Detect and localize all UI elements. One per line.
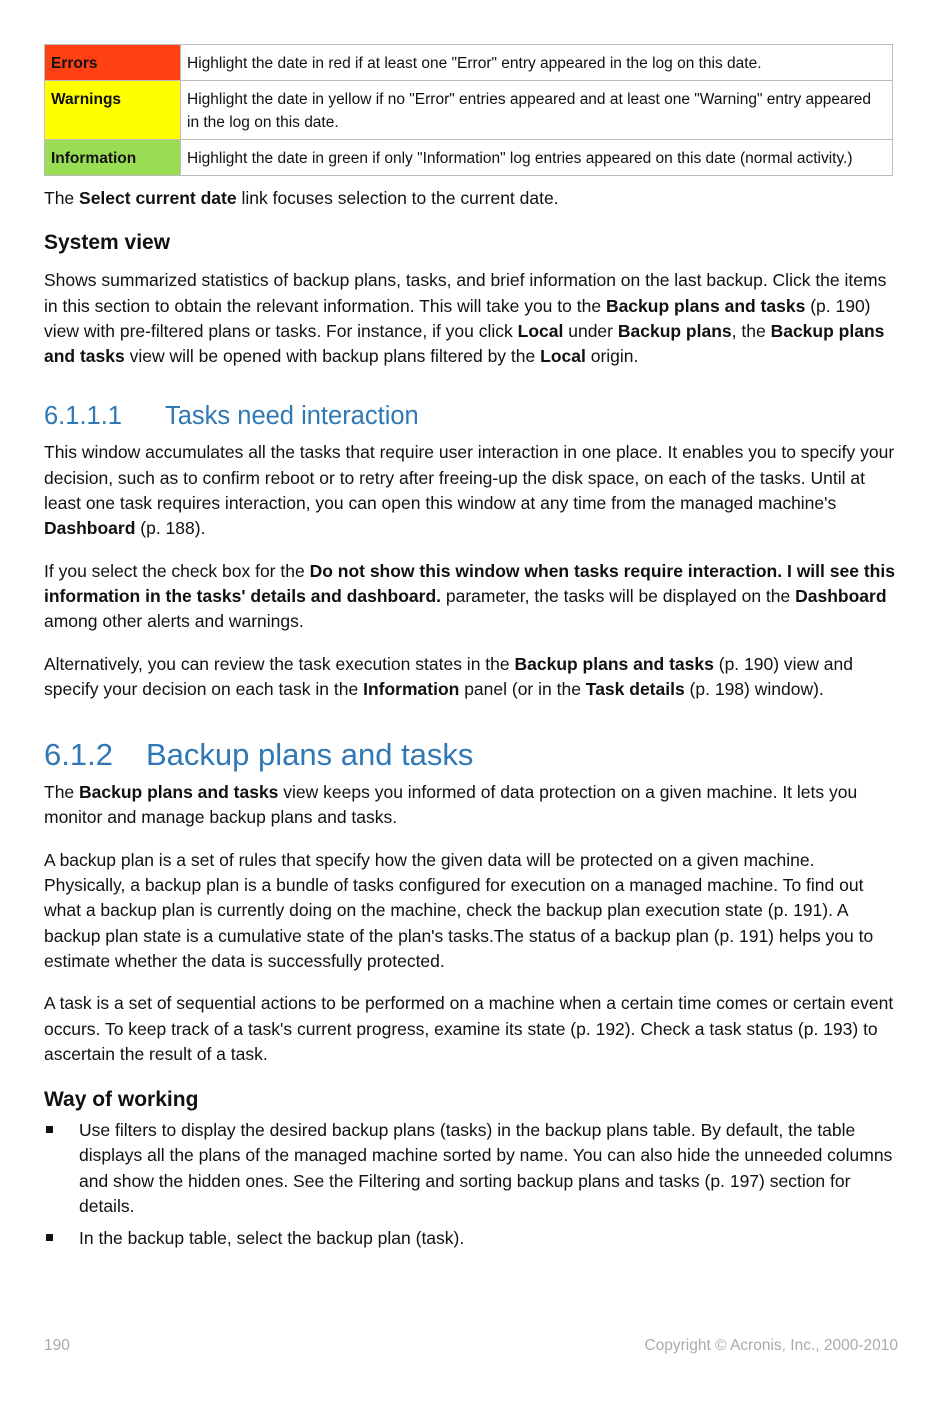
system-view-paragraph: Shows summarized statistics of backup plans, tasks, and brief information on the last backup. Click the items in this section to obtain the relevant information. This will take you to the Backup plans and tasks (p. 190) view with pre-filtered plans or tasks. For instance, if you click Local under Backup plans, the Backup plans and tasks view will be opened with backup plans filtered by the Local origin. bbox=[44, 270, 887, 367]
legend-desc-errors: Highlight the date in red if at least one "Error" entry appeared in the log on this date. bbox=[181, 45, 893, 81]
list-item: Use filters to display the desired backup plans (tasks) in the backup plans table. By default, the table displays all the plans of the managed machine sorted by name. You can also hide the unneeded columns and show the hidden ones. See the Filtering and sorting backup plans and tasks (p. 197) section for details. bbox=[44, 1118, 898, 1219]
legend-desc-warnings: Highlight the date in yellow if no "Error" entries appeared and at least one "Warning" entry appeared in the log on this date. bbox=[181, 81, 893, 140]
log-color-legend-table bbox=[44, 44, 893, 176]
backup-plans-and-tasks-heading bbox=[44, 735, 898, 775]
backup-plans-paragraph-1: The Backup plans and tasks view keeps you informed of data protection on a given machine. It lets you monitor and manage backup plans and tasks. bbox=[44, 782, 858, 828]
legend-key-errors: Errors bbox=[45, 45, 181, 81]
document-page bbox=[44, 44, 898, 1252]
legend-key-warnings: Warnings bbox=[45, 81, 181, 140]
legend-row-warnings bbox=[45, 81, 893, 140]
list-item: In the backup table, select the backup plan (task). bbox=[44, 1226, 898, 1251]
select-current-date-paragraph: The Select current date link focuses selection to the current date. bbox=[44, 188, 559, 208]
tasks-need-interaction-heading bbox=[44, 399, 898, 433]
system-view-heading: System view bbox=[44, 231, 171, 255]
page-footer bbox=[44, 1337, 898, 1355]
way-of-working-heading: Way of working bbox=[44, 1088, 199, 1112]
page-number: 190 bbox=[44, 1337, 70, 1354]
section-number: 6.1.1.1 bbox=[44, 402, 122, 431]
tasks-interaction-paragraph-2: If you select the check box for the Do not show this window when tasks require interaction. I will see this information in the tasks' details and dashboard. parameter, the tasks will be displayed on the Dashboard among other alerts and warnings. bbox=[44, 560, 895, 632]
legend-row-errors bbox=[45, 45, 893, 81]
backup-plans-paragraph-3: A task is a set of sequential actions to be performed on a machine when a certain time comes or certain event occurs. To keep track of a task's current progress, examine its state (p. 192). Check a task status (p. 193) to ascertain the result of a task. bbox=[44, 993, 894, 1064]
tasks-interaction-paragraph-3: Alternatively, you can review the task execution states in the Backup plans and tasks (p. 190) view and specify your decision on each task in the Information panel (or in the Task details (p. 198) window). bbox=[44, 653, 853, 699]
way-of-working-list bbox=[44, 1118, 898, 1251]
section-title: Backup plans and tasks bbox=[146, 737, 474, 773]
copyright-notice: Copyright © Acronis, Inc., 2000-2010 bbox=[644, 1337, 898, 1354]
section-title: Tasks need interaction bbox=[165, 402, 419, 431]
section-number: 6.1.2 bbox=[44, 737, 113, 773]
bullet-square-icon bbox=[46, 1126, 53, 1133]
tasks-interaction-paragraph-1: This window accumulates all the tasks that require user interaction in one place. It enables you to specify your decision, such as to confirm reboot or to retry after freeing-up the disk space, on each of the tasks. Until at least one task requires interaction, you can open this window at any time from the managed machine's Dashboard (p. 188). bbox=[44, 442, 895, 539]
legend-desc-information: Highlight the date in green if only "Information" log entries appeared on this date (normal activity.) bbox=[181, 140, 893, 176]
select-current-date-link-name: Select current date bbox=[79, 188, 237, 208]
backup-plans-paragraph-2: A backup plan is a set of rules that specify how the given data will be protected on a given machine. Physically, a backup plan is a bundle of tasks configured for execution on a managed machine. To find out what a backup plan is currently doing on the machine, check the backup plan execution state (p. 191). A backup plan state is a cumulative state of the plan's tasks.The status of a backup plan (p. 191) helps you to estimate whether the data is successfully protected. bbox=[44, 849, 874, 971]
bullet-square-icon bbox=[46, 1234, 53, 1241]
legend-key-information: Information bbox=[45, 140, 181, 176]
legend-row-information bbox=[45, 140, 893, 176]
